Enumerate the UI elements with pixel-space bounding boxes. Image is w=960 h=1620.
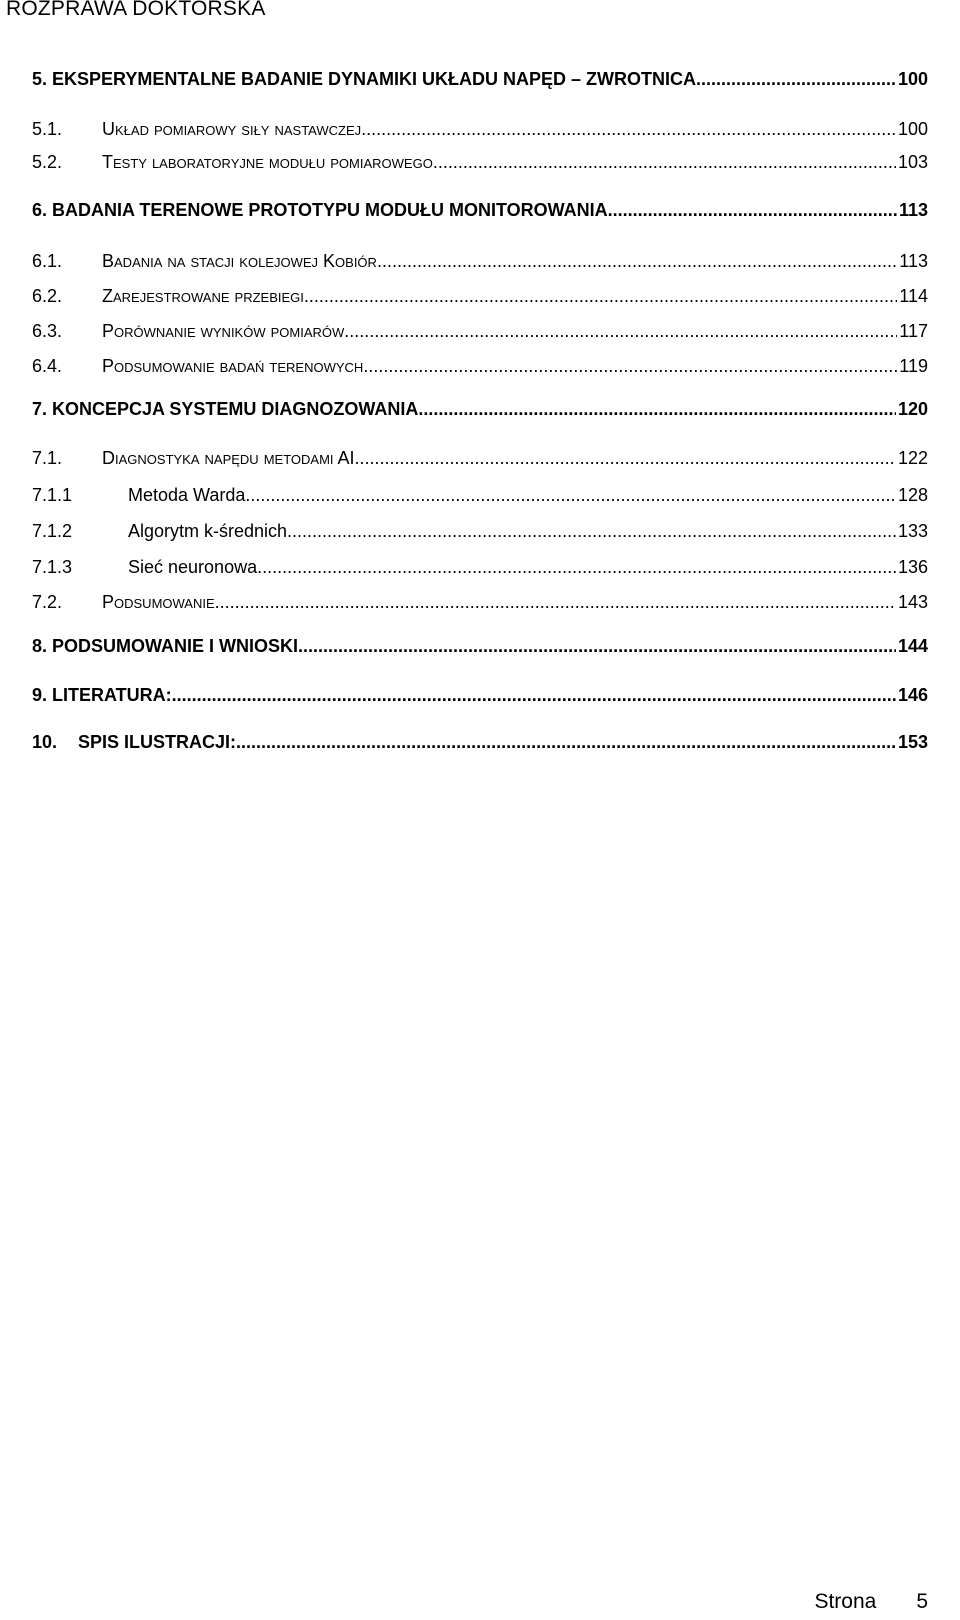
toc-entry-number: 6.4. — [32, 356, 63, 376]
toc-entry-number: 7.2. — [32, 592, 63, 612]
toc-entry-page: 128 — [897, 485, 928, 505]
running-header: ROZPRAWA DOKTORSKA — [6, 0, 266, 20]
dot-leader — [608, 201, 897, 219]
toc-entry-number: 6.3. — [32, 321, 63, 341]
toc-entry-number: 7.1.1 — [32, 485, 73, 505]
toc-entry-title: Diagnostyka napędu metodami AI — [102, 448, 355, 468]
dot-leader — [361, 120, 896, 138]
toc-entry-number: 5.1. — [32, 119, 63, 139]
toc-entry-number: 7. — [32, 399, 48, 419]
toc-entry-page: 133 — [897, 521, 928, 541]
footer-label: Strona — [814, 1590, 877, 1613]
dot-leader — [304, 287, 897, 305]
toc-entry-number: 7.1.2 — [32, 521, 73, 541]
toc-entry-title: Zarejestrowane przebiegi — [102, 286, 304, 306]
page-footer — [814, 1590, 928, 1614]
toc-entry-title: Badania na stacji kolejowej Kobiór — [102, 251, 377, 271]
toc-entry-page: 113 — [898, 200, 928, 220]
dot-leader — [215, 593, 896, 611]
dot-leader — [344, 322, 897, 340]
footer-page-number: 5 — [916, 1590, 928, 1613]
toc-entry-number: 9. — [32, 685, 48, 705]
toc-entry-title: LITERATURA: — [52, 685, 172, 705]
dot-leader — [701, 70, 896, 88]
toc-entry-page: 113 — [899, 251, 928, 271]
toc-entry-page: 120 — [897, 399, 928, 419]
toc-entry-page: 146 — [897, 685, 928, 705]
toc-entry-title: Algorytm k-średnich — [128, 521, 288, 541]
toc-entry-page: 103 — [897, 152, 928, 172]
toc-entry-page: 122 — [897, 448, 928, 468]
toc-entry-number: 7.1.3 — [32, 557, 73, 577]
toc-entry-title: SPIS ILUSTRACJI: — [78, 732, 237, 752]
dot-leader — [287, 522, 896, 540]
toc-entry-number: 10. — [32, 732, 58, 752]
dot-leader — [236, 733, 896, 751]
toc-entry-number: 8. — [32, 636, 48, 656]
toc-entry-title: Podsumowanie badań terenowych — [102, 356, 364, 376]
toc-entry-title: Metoda Warda — [128, 485, 246, 505]
toc-entry-title: Sieć neuronowa — [128, 557, 258, 577]
dot-leader — [438, 153, 896, 171]
toc-entry-title: KONCEPCJA SYSTEMU DIAGNOZOWANIA — [52, 399, 419, 419]
toc-entry-title: EKSPERYMENTALNE BADANIE DYNAMIKI UKŁADU NAPĘD – ZWROTNICA. — [52, 69, 702, 89]
dot-leader — [355, 449, 896, 467]
toc-entry-number: 6.2. — [32, 286, 63, 306]
toc-entry-page: 119 — [899, 356, 928, 376]
dot-leader — [257, 558, 896, 576]
dot-leader — [418, 400, 896, 418]
toc-entry-page: 100 — [897, 119, 928, 139]
dot-leader — [245, 486, 896, 504]
toc-entry-page: 114 — [899, 286, 928, 306]
toc-entry-page: 144 — [897, 636, 928, 656]
toc-entry-page: 117 — [899, 321, 928, 341]
toc-entry-number: 5. — [32, 69, 48, 89]
toc-entry-number: 7.1. — [32, 448, 63, 468]
toc-entry-title: PODSUMOWANIE I WNIOSKI — [52, 636, 299, 656]
toc-entry-title: Porównanie wyników pomiarów — [102, 321, 345, 341]
toc-entry-title: Testy laboratoryjne modułu pomiarowego. — [102, 152, 438, 172]
toc-entry-page: 153 — [897, 732, 928, 752]
toc-entry-number: 6. — [32, 200, 48, 220]
toc-entry-title: Układ pomiarowy siły nastawczej — [102, 119, 362, 139]
dot-leader — [377, 252, 897, 270]
dot-leader — [298, 637, 896, 655]
toc-entry-page: 136 — [897, 557, 928, 577]
toc-entry-title: BADANIA TERENOWE PROTOTYPU MODUŁU MONITOROWANIA — [52, 200, 608, 220]
dot-leader — [172, 686, 896, 704]
toc-entry-page: 100 — [897, 69, 928, 89]
toc-entry-number: 6.1. — [32, 251, 63, 271]
toc-entry-page: 143 — [897, 592, 928, 612]
toc-entry-title: Podsumowanie — [102, 592, 215, 612]
dot-leader — [363, 357, 897, 375]
toc-entry-number: 5.2. — [32, 152, 63, 172]
